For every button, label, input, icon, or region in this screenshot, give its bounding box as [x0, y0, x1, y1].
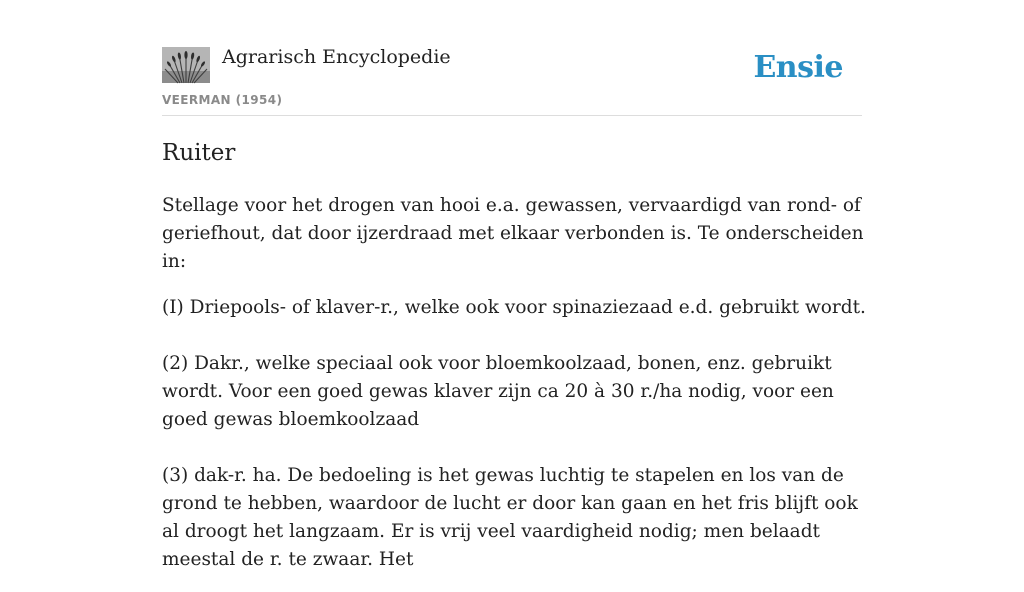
entry-paragraph: Stellage voor het drogen van hooi e.a. gewassen, vervaardigd van rond- of geriefhout, dat door ijzerdraad met elkaar verbonden is. Te onderscheiden in: — [162, 195, 864, 272]
source-subtitle: VEERMAN (1954) — [162, 93, 283, 107]
wheat-logo-icon[interactable] — [162, 47, 210, 83]
entry-paragraph: (I) Driepools- of klaver-r., welke ook voor spinaziezaad e.d. gebruikt wordt. — [162, 297, 866, 318]
entry-body — [162, 192, 866, 592]
ensie-brand-link[interactable]: Ensie — [753, 50, 843, 85]
source-header — [162, 44, 862, 116]
entry-title: Ruiter — [162, 140, 236, 166]
entry-paragraph: (2) Dakr., welke speciaal ook voor bloemkoolzaad, bonen, enz. gebruikt wordt. Voor een goed gewas klaver zijn ca 20 à 30 r./ha nodig, voor een goed gewas bloemkoolzaad — [162, 353, 834, 430]
entry-paragraph: (3) dak-r. ha. De bedoeling is het gewas luchtig te stapelen en los van de grond te hebben, waardoor de lucht er door kan gaan en het fris blijft ook al droogt het langzaam. Er is vrij veel vaardigheid nodig; men belaadt meestal de r. te zwaar. Het — [162, 465, 858, 570]
source-title[interactable]: Agrarisch Encyclopedie — [222, 46, 451, 68]
